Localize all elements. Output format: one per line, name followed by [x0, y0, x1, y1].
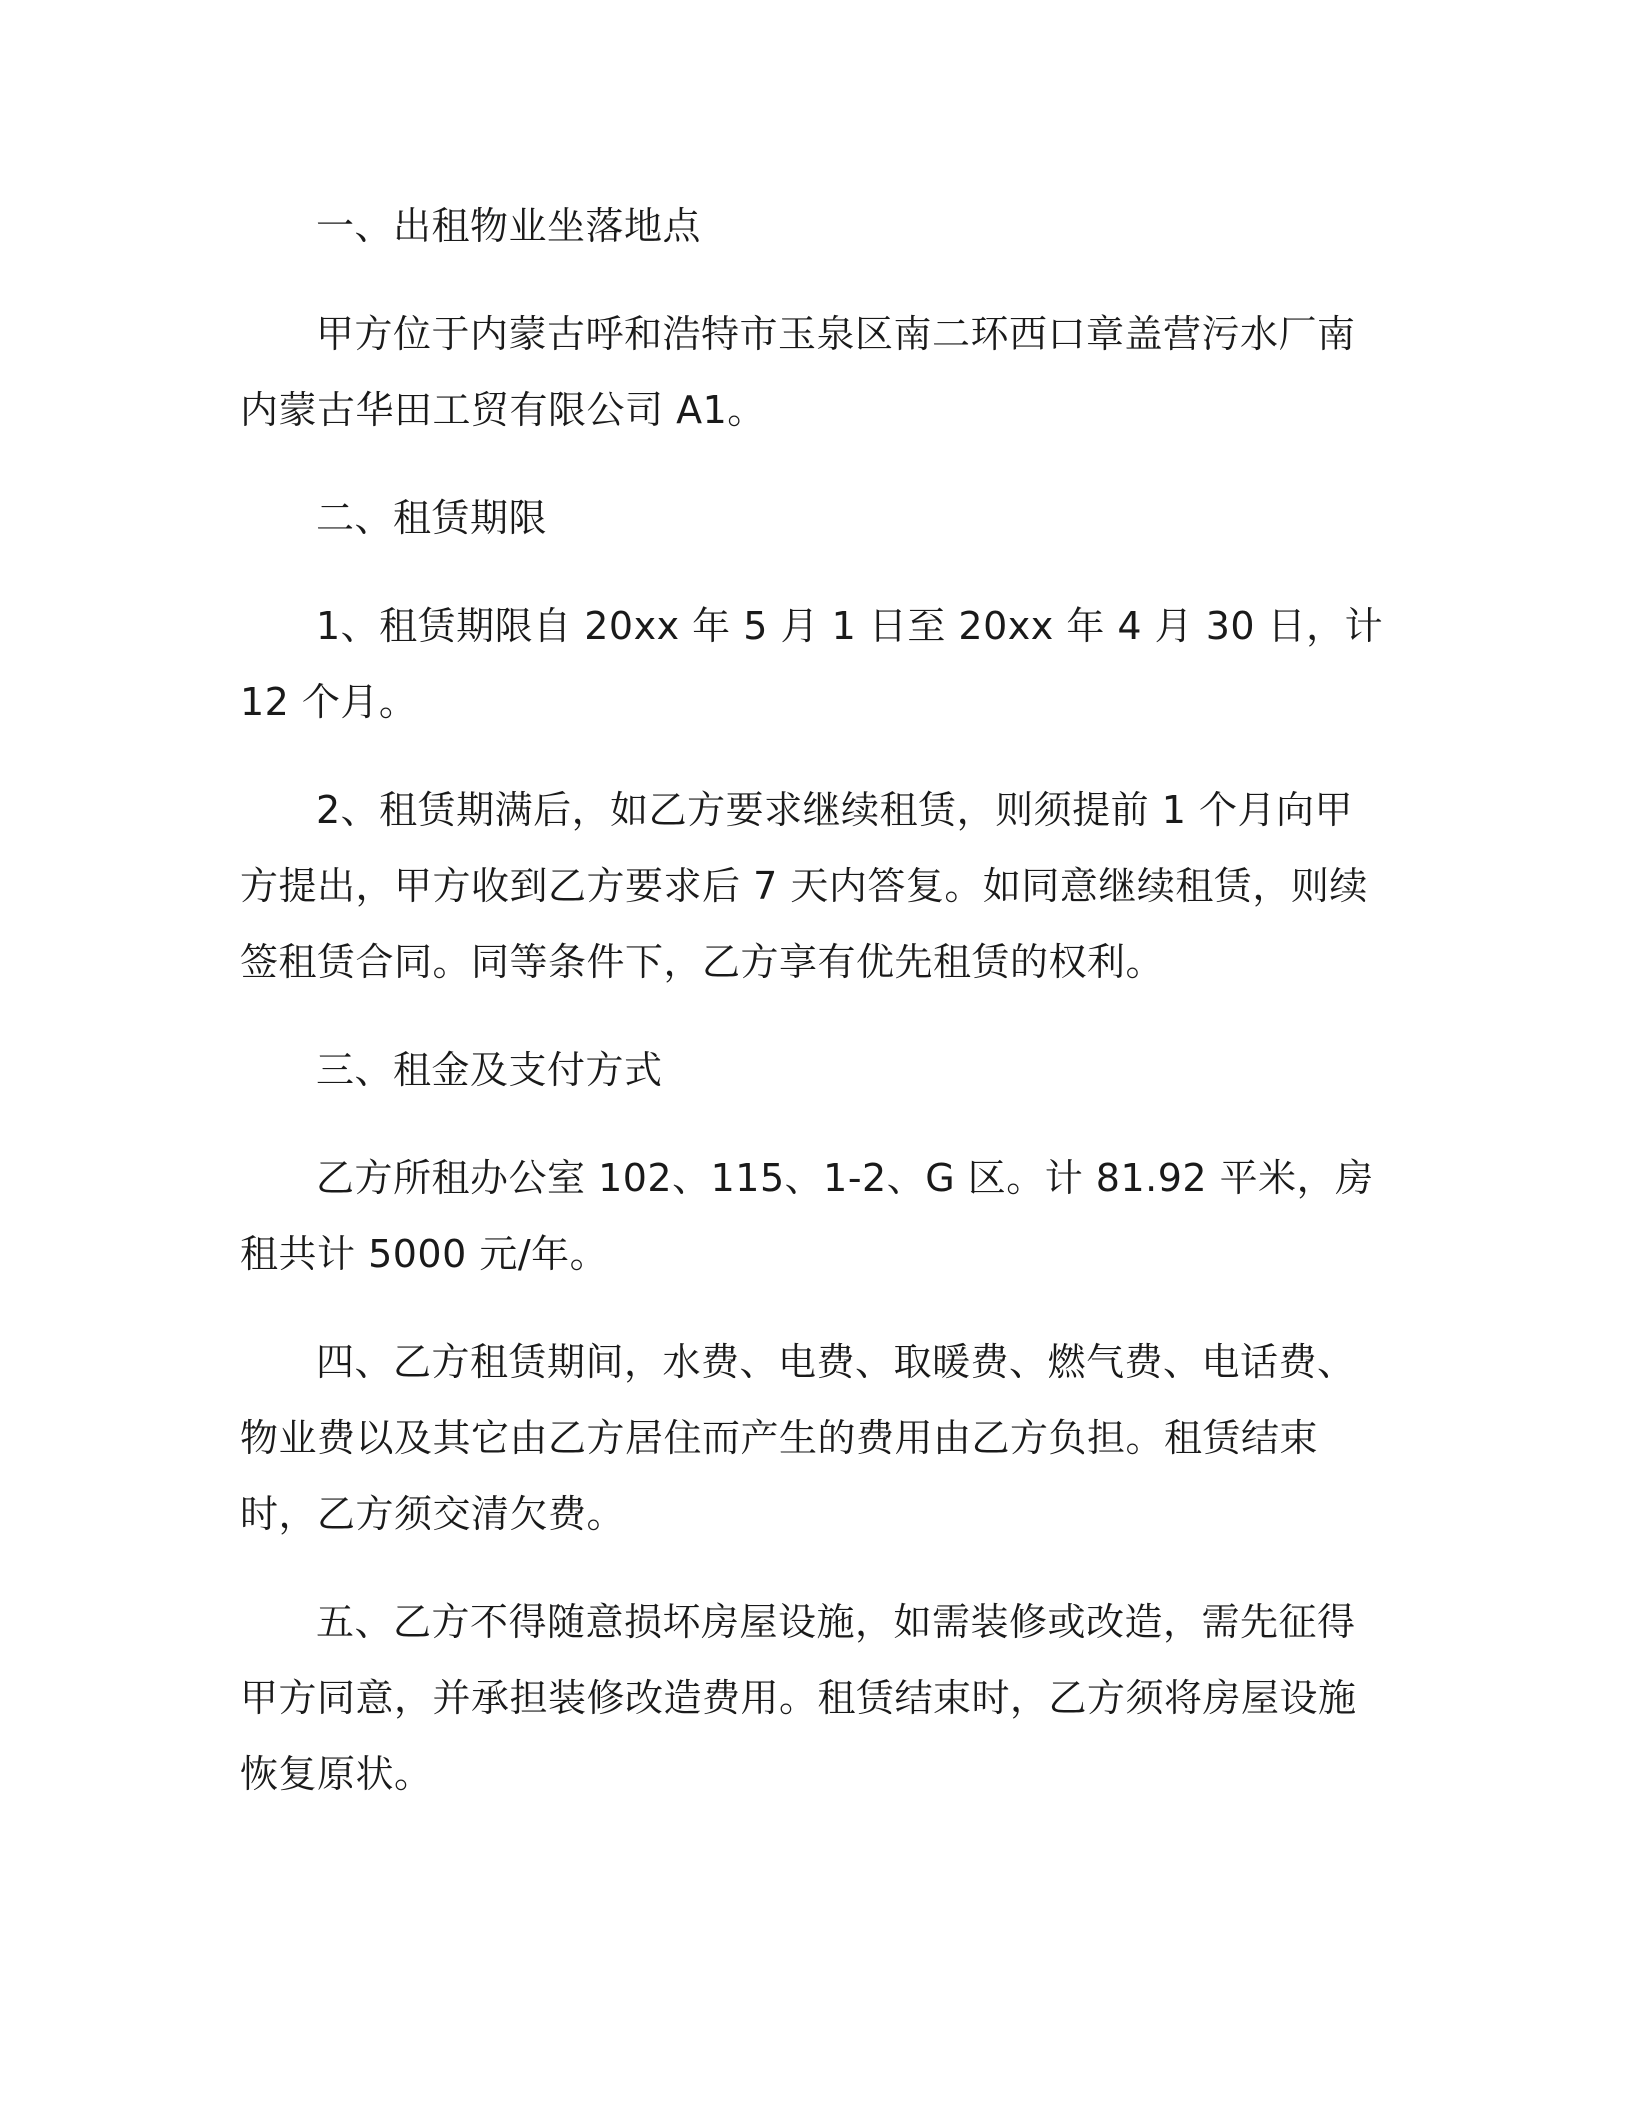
- document-body: [240, 188, 1390, 1812]
- paragraph-facilities: 五、乙方不得随意损坏房屋设施，如需装修或改造，需先征得甲方同意，并承担装修改造费用。租赁结束时，乙方须将房屋设施恢复原状。: [240, 1600, 1357, 1796]
- section-heading-rent-payment: 三、租金及支付方式: [316, 1048, 663, 1092]
- paragraph-rent-payment: 乙方所租办公室 102、115、1-2、G 区。计 81.92 平米，房租共计 5000 元/年。: [240, 1156, 1374, 1276]
- paragraph-expenses: 四、乙方租赁期间，水费、电费、取暖费、燃气费、电话费、物业费以及其它由乙方居住而产生的费用由乙方负担。租赁结束时，乙方须交清欠费。: [240, 1340, 1356, 1536]
- section-heading-location: 一、出租物业坐落地点: [316, 204, 702, 248]
- paragraph-location: 甲方位于内蒙古呼和浩特市玉泉区南二环西口章盖营污水厂南内蒙古华田工贸有限公司 A1。: [240, 312, 1356, 432]
- paragraph-lease-term-2: 2、租赁期满后，如乙方要求继续租赁，则须提前 1 个月向甲方提出，甲方收到乙方要求后 7 天内答复。如同意继续租赁，则续签租赁合同。同等条件下，乙方享有优先租赁的权利。: [240, 788, 1368, 984]
- section-heading-lease-term: 二、租赁期限: [316, 496, 548, 540]
- paragraph-lease-term-1: 1、租赁期限自 20xx 年 5 月 1 日至 20xx 年 4 月 30 日，计 12 个月。: [240, 604, 1384, 724]
